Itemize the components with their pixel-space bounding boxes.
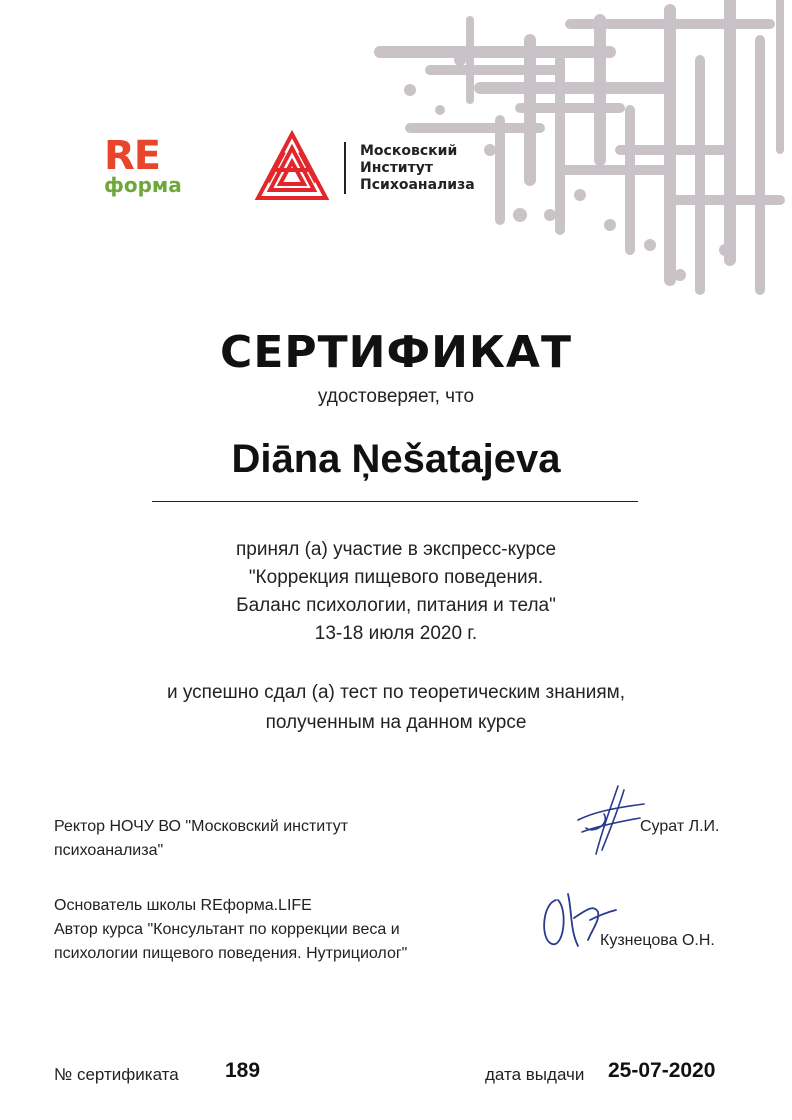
institute-logo-line-3: Психоанализа <box>360 177 475 193</box>
signatory-2-role-line-1: Основатель школы REформа.LIFE <box>54 897 312 914</box>
institute-logo-text <box>360 143 475 194</box>
issue-date-label: дата выдачи <box>485 1065 585 1084</box>
certificate-title: СЕРТИФИКАТ <box>220 327 572 378</box>
signature-1-icon <box>574 784 648 858</box>
signatory-1-role <box>54 815 348 863</box>
institute-logo-mark-icon <box>254 130 330 202</box>
name-underline <box>152 501 638 502</box>
reforma-logo <box>104 133 200 197</box>
course-line-2: "Коррекция пищевого поведения. <box>248 567 544 588</box>
signatory-2-name: Кузнецова О.Н. <box>600 932 715 949</box>
reforma-logo-bottom: форма <box>104 173 182 197</box>
signatory-1-role-line-1: Ректор НОЧУ ВО "Московский институт <box>54 818 349 835</box>
certificate-number: 189 <box>225 1059 261 1082</box>
certificate-subtitle: удостоверяет, что <box>317 386 475 407</box>
signatory-2-role-line-2: Автор курса "Консультант по коррекции веса и <box>54 921 400 938</box>
recipient-name: Diāna Ņešatajeva <box>231 437 561 481</box>
signatory-1-name: Сурат Л.И. <box>640 818 720 835</box>
course-description <box>0 536 792 648</box>
test-statement <box>0 678 792 738</box>
course-line-1: принял (а) участие в экспресс-курсе <box>235 539 557 560</box>
course-line-4: 13-18 июля 2020 г. <box>314 623 478 644</box>
institute-logo-line-2: Институт <box>360 160 433 176</box>
institute-logo-line-1: Московский <box>360 143 458 159</box>
signatory-1-role-line-2: психоанализа" <box>54 842 164 859</box>
test-line-1: и успешно сдал (а) тест по теоретическим знаниям, <box>167 682 625 703</box>
certificate-number-label: № сертификата <box>54 1065 179 1084</box>
issue-date: 25-07-2020 <box>608 1059 716 1082</box>
course-line-3: Баланс психологии, питания и тела" <box>236 595 556 616</box>
signatory-2-role <box>54 894 407 966</box>
reforma-logo-top: RE <box>104 133 161 179</box>
signatory-2-role-line-3: психологии пищевого поведения. Нутрициолог" <box>54 945 408 962</box>
test-line-2: полученным на данном курсе <box>265 712 527 733</box>
institute-logo-divider <box>344 142 346 194</box>
